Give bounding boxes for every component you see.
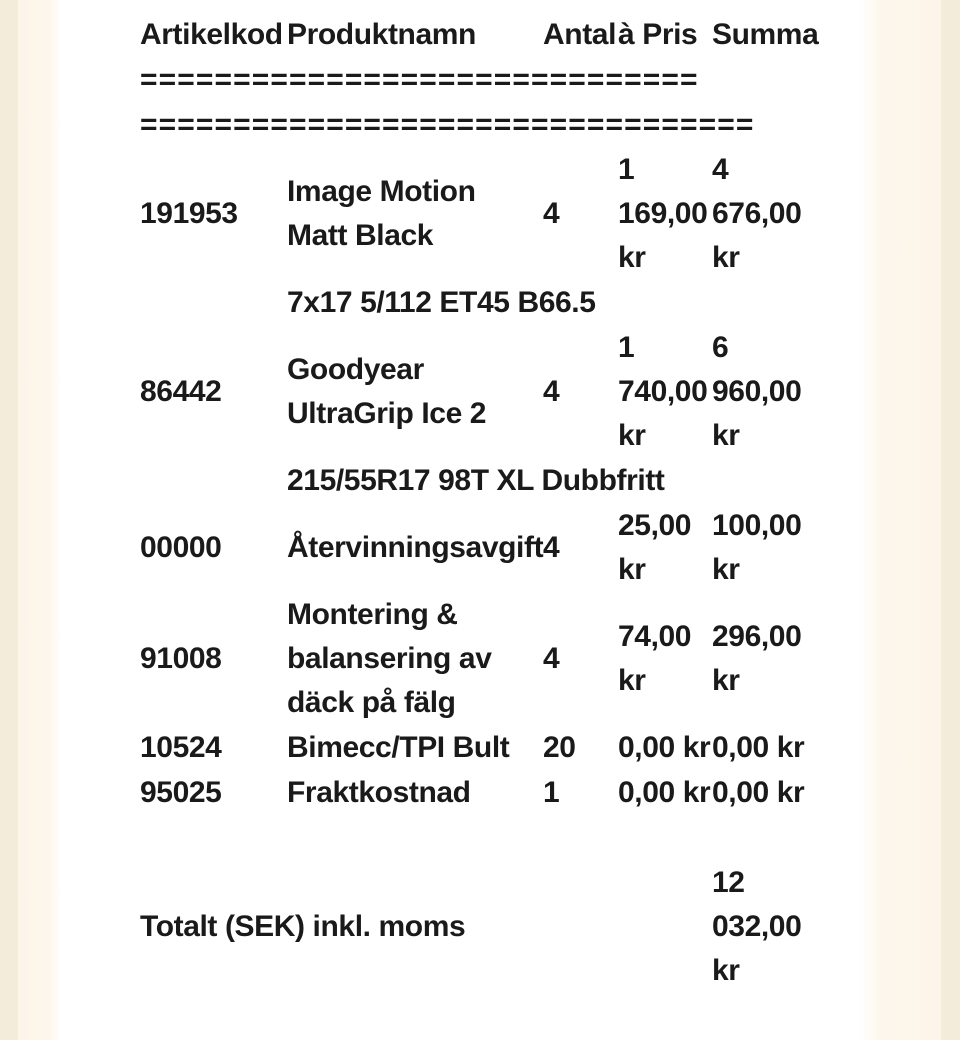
- cell-artikelkod: 86442: [140, 375, 222, 408]
- cell-antal: 1: [543, 776, 560, 809]
- cell-antal: 20: [543, 731, 576, 764]
- spacer-row: [140, 816, 812, 860]
- a-pris-line: 740,00: [618, 375, 708, 408]
- summa-line: 676,00: [712, 197, 802, 230]
- table-row: [140, 148, 812, 280]
- cell-artikelkod: 00000: [140, 531, 222, 564]
- col-header-artikelkod: Artikelkod: [140, 18, 283, 51]
- cell-produktnamn: Fraktkostnad: [287, 776, 471, 809]
- a-pris-line: 25,00: [618, 509, 692, 542]
- produktnamn-line: Matt Black: [287, 219, 434, 252]
- cell-empty: [140, 281, 287, 325]
- cell-summa: [712, 593, 812, 725]
- cell-a-pris: 0,00 kr: [618, 731, 711, 764]
- cell-produktnamn: Bimecc/TPI Bult: [287, 731, 510, 764]
- produktnamn-line: Image Motion: [287, 175, 476, 208]
- order-items-table: [140, 12, 819, 994]
- a-pris-line: kr: [618, 241, 646, 274]
- col-header-antal: Antal: [543, 18, 617, 51]
- total-amount-line: 12: [712, 866, 745, 899]
- table-header-row: [140, 13, 812, 57]
- cell-artikelkod: 91008: [140, 642, 222, 675]
- right-margin-inner-stripe: [858, 0, 941, 1040]
- cell-antal: 4: [543, 197, 560, 230]
- a-pris-line: 169,00: [618, 197, 708, 230]
- cell-a-pris: [618, 148, 712, 280]
- cell-beskrivning: 7x17 5/112 ET45 B66.5: [287, 286, 596, 319]
- separator-line-1: ==============================: [140, 63, 699, 96]
- total-row: [140, 861, 812, 993]
- cell-produktnamn: [287, 148, 543, 280]
- a-pris-line: 74,00: [618, 620, 692, 653]
- total-amount-line: kr: [712, 954, 740, 987]
- a-pris-line: kr: [618, 664, 646, 697]
- summa-line: 960,00: [712, 375, 802, 408]
- table-row: [140, 504, 812, 592]
- cell-empty: [140, 816, 812, 860]
- summa-line: 100,00: [712, 509, 802, 542]
- cell-antal: 4: [543, 642, 560, 675]
- description-row: [140, 281, 812, 325]
- cell-summa: [712, 326, 812, 458]
- cell-antal: 4: [543, 375, 560, 408]
- produktnamn-line: Montering &: [287, 598, 458, 631]
- cell-summa: 0,00 kr: [712, 776, 805, 809]
- col-header-a-pris: à Pris: [618, 18, 698, 51]
- cell-artikelkod: 95025: [140, 776, 222, 809]
- left-margin-outer-stripe: [0, 0, 18, 1040]
- separator-line-2: =================================: [140, 108, 755, 141]
- col-header-produktnamn: Produktnamn: [287, 18, 476, 51]
- cell-empty: [140, 459, 287, 503]
- table-row: [140, 771, 812, 815]
- cell-artikelkod: 10524: [140, 731, 222, 764]
- a-pris-line: 1: [618, 153, 635, 186]
- cell-a-pris: [618, 504, 712, 592]
- table-row: [140, 593, 812, 725]
- cell-produktnamn: Återvinningsavgift: [287, 531, 544, 564]
- summa-line: 6: [712, 331, 729, 364]
- produktnamn-line: UltraGrip Ice 2: [287, 397, 487, 430]
- summa-line: kr: [712, 419, 740, 452]
- right-margin-outer-stripe: [941, 0, 960, 1040]
- a-pris-line: 1: [618, 331, 635, 364]
- cell-beskrivning: 215/55R17 98T XL Dubbfritt: [287, 464, 665, 497]
- table-row: [140, 726, 812, 770]
- total-amount: [712, 861, 812, 993]
- cell-summa: [712, 148, 812, 280]
- cell-summa: [712, 504, 812, 592]
- description-row: [140, 459, 812, 503]
- cell-a-pris: [618, 593, 712, 725]
- total-amount-line: 032,00: [712, 910, 802, 943]
- summa-line: kr: [712, 241, 740, 274]
- cell-antal: 4: [543, 531, 560, 564]
- summa-line: kr: [712, 553, 740, 586]
- summa-line: 296,00: [712, 620, 802, 653]
- separator-row: [140, 103, 812, 147]
- col-header-summa: Summa: [712, 18, 819, 51]
- total-label: Totalt (SEK) inkl. moms: [140, 910, 466, 943]
- produktnamn-line: balansering av: [287, 642, 492, 675]
- cell-summa: 0,00 kr: [712, 731, 805, 764]
- left-margin-inner-stripe: [18, 0, 62, 1040]
- produktnamn-line: däck på fälg: [287, 686, 456, 719]
- table-row: [140, 326, 812, 458]
- invoice-table-container: [140, 12, 830, 994]
- separator-row: [140, 58, 812, 102]
- a-pris-line: kr: [618, 553, 646, 586]
- produktnamn-line: Goodyear: [287, 353, 424, 386]
- a-pris-line: kr: [618, 419, 646, 452]
- cell-a-pris: [618, 326, 712, 458]
- cell-artikelkod: 191953: [140, 197, 238, 230]
- cell-produktnamn: [287, 593, 543, 725]
- summa-line: 4: [712, 153, 729, 186]
- cell-a-pris: 0,00 kr: [618, 776, 711, 809]
- cell-produktnamn: [287, 326, 543, 458]
- summa-line: kr: [712, 664, 740, 697]
